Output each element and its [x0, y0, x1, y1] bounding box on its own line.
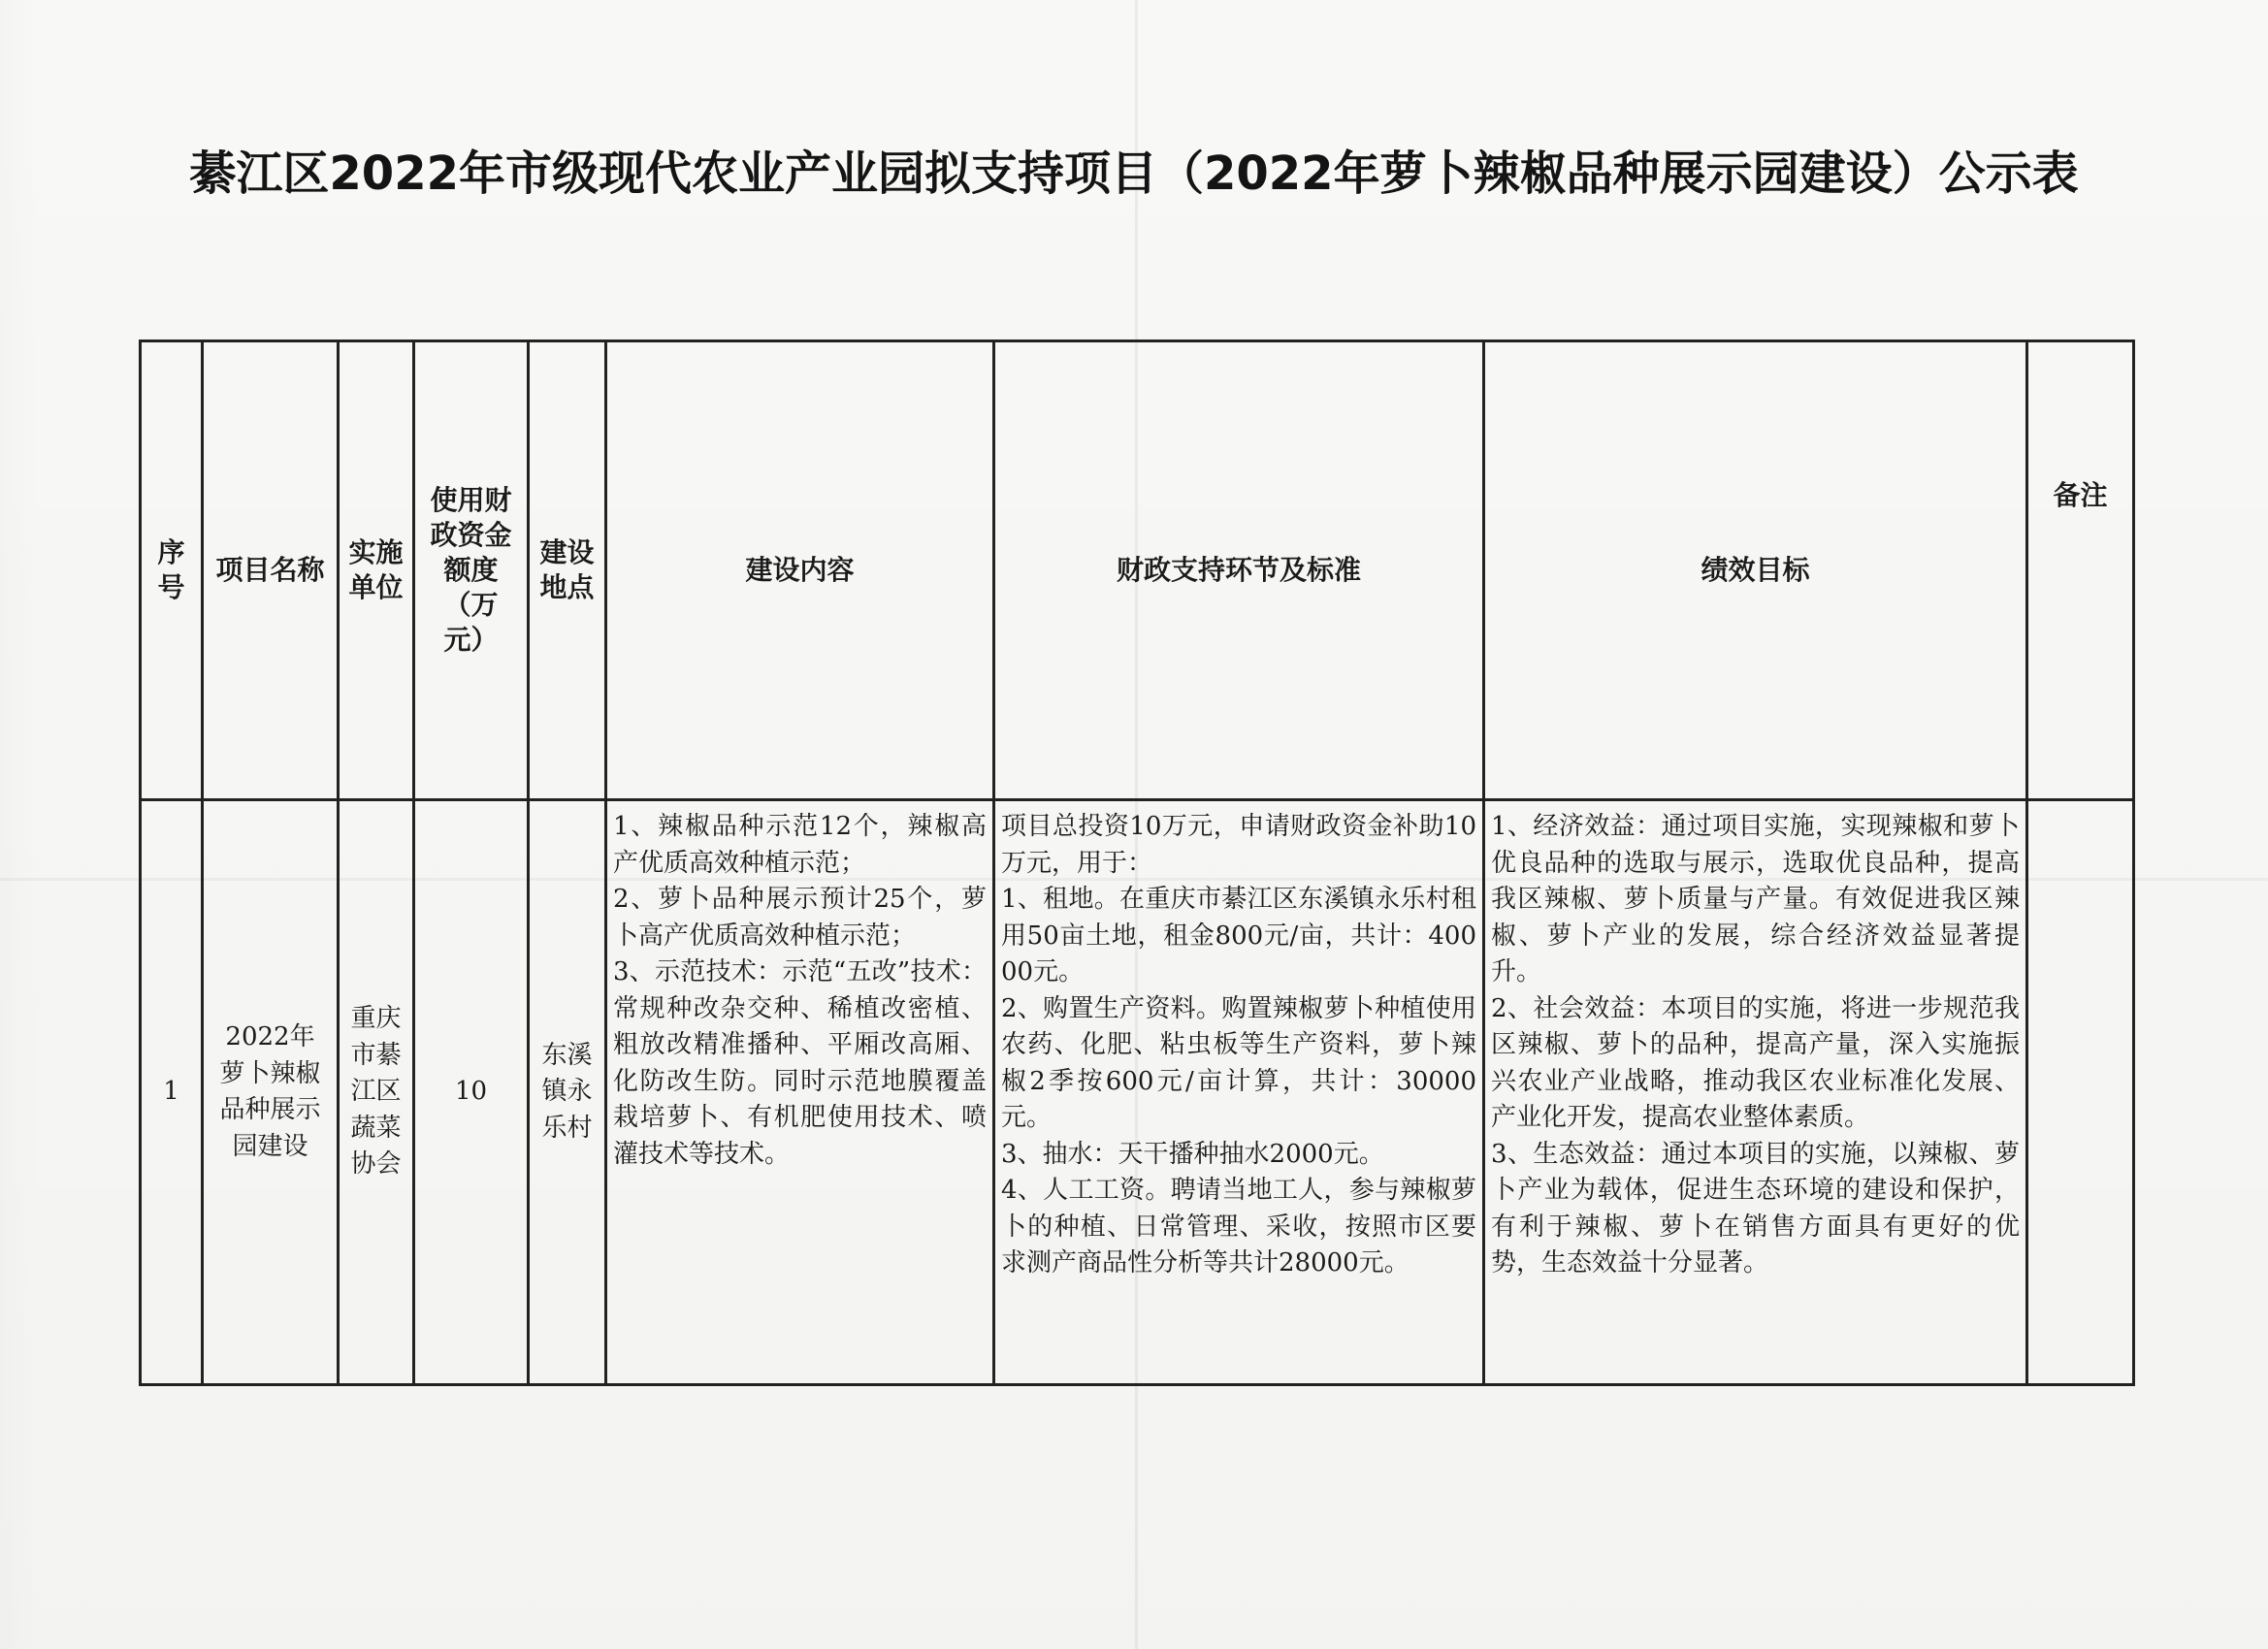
cell-location: 东溪镇永乐村	[529, 800, 606, 1385]
cell-support: 项目总投资10万元，申请财政资金补助10万元，用于： 1、租地。在重庆市綦江区东溪镇永乐村租用50亩土地，租金800元/亩，共计：40000元。 2、购置生产资料。购置辣椒萝卜种植使用农药、化肥、粘虫板等生产资料，萝卜辣椒2季按600元/亩计算，共计：30000元。 3、抽水：天干播种抽水2000元。 4、人工工资。聘请当地工人，参与辣椒萝卜的种植、日常管理、采收，按照市区要求测产商品性分析等共计28000元。	[994, 800, 1484, 1385]
cell-content: 1、辣椒品种示范12个，辣椒高产优质高效种植示范； 2、萝卜品种展示预计25个，萝卜高产优质高效种植示范； 3、示范技术：示范“五改”技术：常规种改杂交种、稀植改密植、粗放改精准播种、平厢改高厢、化防改生防。同时示范地膜覆盖栽培萝卜、有机肥使用技术、喷灌技术等技术。	[606, 800, 994, 1385]
table-header-row	[141, 341, 2134, 800]
header-project-name: 项目名称	[203, 341, 339, 800]
document-title: 綦江区2022年市级现代农业产业园拟支持项目（2022年萝卜辣椒品种展示园建设）公示表	[189, 146, 2079, 201]
cell-seq: 1	[141, 800, 203, 1385]
header-amount: 使用财政资金额度（万元）	[414, 341, 529, 800]
table-row	[141, 800, 2134, 1385]
header-support: 财政支持环节及标准	[994, 341, 1484, 800]
cell-remark	[2027, 800, 2134, 1385]
header-unit: 实施单位	[339, 341, 414, 800]
cell-unit: 重庆市綦江区蔬菜协会	[339, 800, 414, 1385]
cell-amount: 10	[414, 800, 529, 1385]
header-remark: 备注	[2027, 341, 2134, 800]
announcement-table	[139, 340, 2135, 1386]
header-location: 建设地点	[529, 341, 606, 800]
cell-project-name: 2022年萝卜辣椒品种展示园建设	[203, 800, 339, 1385]
cell-performance: 1、经济效益：通过项目实施，实现辣椒和萝卜优良品种的选取与展示，选取优良品种，提高我区辣椒、萝卜质量与产量。有效促进我区辣椒、萝卜产业的发展，综合经济效益显著提升。 2、社会效益：本项目的实施，将进一步规范我区辣椒、萝卜的品种，提高产量，深入实施振兴农业产业战略，推动我区农业标准化发展、产业化开发，提高农业整体素质。 3、生态效益：通过本项目的实施，以辣椒、萝卜产业为载体，促进生态环境的建设和保护，有利于辣椒、萝卜在销售方面具有更好的优势，生态效益十分显著。	[1484, 800, 2027, 1385]
header-content: 建设内容	[606, 341, 994, 800]
header-performance: 绩效目标	[1484, 341, 2027, 800]
header-seq: 序号	[141, 341, 203, 800]
